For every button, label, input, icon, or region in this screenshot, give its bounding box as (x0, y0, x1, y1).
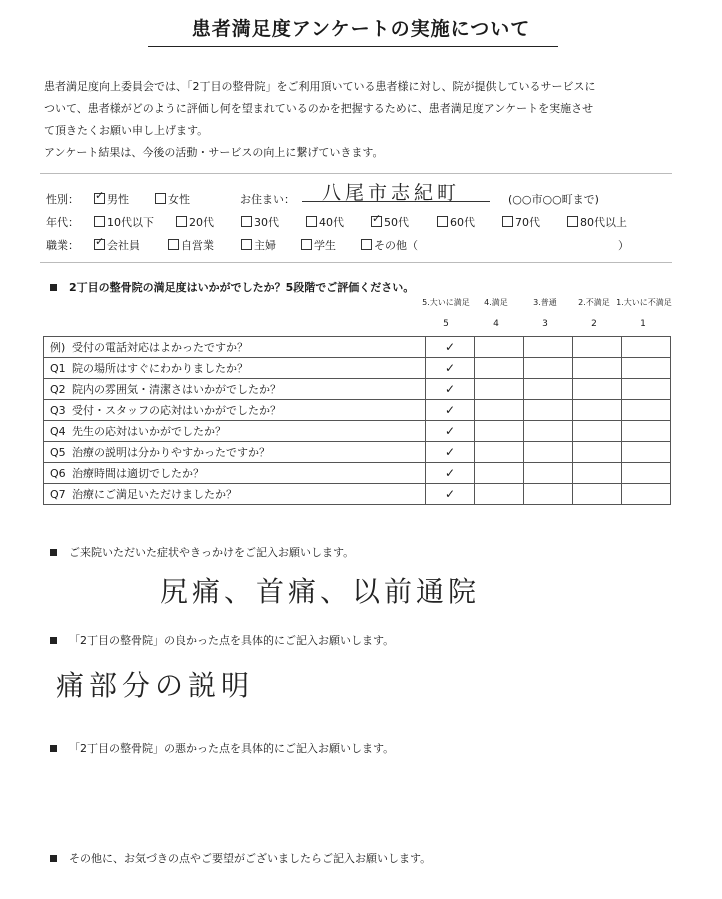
table-row (44, 379, 671, 400)
rating-cell-4[interactable] (475, 463, 524, 484)
age-option-40s[interactable]: 40代 (306, 214, 344, 230)
job-label: 職業： (46, 239, 79, 252)
checkbox-female[interactable] (155, 193, 166, 204)
symptoms-heading: ご来院いただいた症状やきっかけをご記入お願いします。 (50, 544, 354, 560)
question-text-cell (44, 400, 426, 421)
question-text-cell (44, 379, 426, 400)
rating-cell-4[interactable] (475, 400, 524, 421)
divider (40, 262, 672, 263)
question-text: 受付・スタッフの応対はいかがでしたか？ (72, 404, 281, 417)
rating-cell-4[interactable] (475, 379, 524, 400)
divider (40, 173, 672, 174)
rating-cell-5[interactable] (426, 358, 475, 379)
checkbox-job[interactable] (361, 239, 372, 250)
job-option-other[interactable]: その他（ (361, 237, 418, 253)
symptoms-answer[interactable]: 尻痛、首痛、以前通院 (160, 575, 481, 608)
good-points-heading: 「2丁目の整骨院」の良かった点を具体的にご記入お願いします。 (50, 632, 394, 648)
other-comments-heading: その他に、お気づきの点やご要望がございましたらご記入お願いします。 (50, 850, 431, 866)
rating-cell-1[interactable] (622, 421, 671, 442)
checkbox-age[interactable] (437, 216, 448, 227)
rating-cell-1[interactable] (622, 442, 671, 463)
question-number: Q7 (50, 488, 66, 501)
rating-cell-5[interactable] (426, 379, 475, 400)
bullet-icon (50, 637, 57, 644)
rating-cell-3[interactable] (524, 337, 573, 358)
question-text: 院の場所はすぐにわかりましたか？ (72, 362, 248, 375)
page-title: 患者満足度アンケートの実施について (191, 18, 531, 40)
rating-cell-2[interactable] (573, 379, 622, 400)
job-option-housewife[interactable]: 主婦 (241, 237, 276, 253)
checkbox-age[interactable] (371, 216, 382, 227)
checkbox-job[interactable] (94, 239, 105, 250)
check-mark-icon: ✓ (444, 466, 456, 480)
check-mark-icon: ✓ (444, 445, 456, 459)
question-number: Q6 (50, 467, 66, 480)
checkbox-male[interactable] (94, 193, 105, 204)
rating-cell-5[interactable] (426, 442, 475, 463)
check-mark-icon: ✓ (444, 403, 456, 417)
gender-option-male[interactable]: ✓ 男性 (94, 191, 129, 207)
question-text: 治療にご満足いただけましたか？ (72, 488, 237, 501)
table-row (44, 400, 671, 421)
checkbox-age[interactable] (567, 216, 578, 227)
table-row (44, 358, 671, 379)
table-row (44, 484, 671, 505)
rating-cell-3[interactable] (524, 379, 573, 400)
question-text: 先生の応対はいかがでしたか？ (72, 425, 226, 438)
gender-option-female[interactable]: 女性 (155, 191, 190, 207)
col-header-1: 1 (640, 319, 646, 329)
age-label: 年代： (46, 216, 79, 229)
table-row (44, 337, 671, 358)
age-option-10s[interactable]: 10代以下 (94, 214, 154, 230)
col-header-4: 4 (493, 319, 499, 329)
checkbox-age[interactable] (94, 216, 105, 227)
rating-cell-3[interactable] (524, 442, 573, 463)
rating-cell-5[interactable] (426, 400, 475, 421)
rating-cell-4[interactable] (475, 442, 524, 463)
intro-line-4: アンケート結果は、今後の活動・サービスの向上に繋げていきます。 (44, 146, 384, 159)
col-header-3: 3 (542, 319, 548, 329)
address-label: お住まい： (240, 193, 295, 206)
question-text: 治療時間は適切でしたか？ (72, 467, 204, 480)
job-option-student[interactable]: 学生 (301, 237, 336, 253)
checkbox-age[interactable] (241, 216, 252, 227)
table-row (44, 442, 671, 463)
question-number: Q1 (50, 362, 66, 375)
rating-cell-1[interactable] (622, 400, 671, 421)
job-option-self-employed[interactable]: 自営業 (168, 237, 214, 253)
question-text-cell (44, 358, 426, 379)
question-number: Q4 (50, 425, 66, 438)
bullet-icon (50, 284, 57, 291)
good-points-answer[interactable]: 痛部分の説明 (56, 669, 255, 702)
rating-cell-4[interactable] (475, 421, 524, 442)
bad-points-heading: 「2丁目の整骨院」の悪かった点を具体的にご記入お願いします。 (50, 740, 394, 756)
age-option-30s[interactable]: 30代 (241, 214, 279, 230)
bullet-icon (50, 855, 57, 862)
bullet-icon (50, 745, 57, 752)
scale-label-2: 2.不満足 (578, 298, 610, 307)
scale-label-1: 1.大いに不満足 (616, 298, 672, 307)
rating-cell-4[interactable] (475, 337, 524, 358)
check-mark-icon: ✓ (444, 424, 456, 438)
age-option-60s[interactable]: 60代 (437, 214, 475, 230)
rating-cell-5[interactable] (426, 484, 475, 505)
rating-cell-2[interactable] (573, 442, 622, 463)
rating-cell-1[interactable] (622, 337, 671, 358)
rating-cell-3[interactable] (524, 400, 573, 421)
rating-cell-3[interactable] (524, 421, 573, 442)
scale-label-4: 4.満足 (484, 298, 508, 307)
rating-cell-2[interactable] (573, 463, 622, 484)
rating-cell-1[interactable] (622, 463, 671, 484)
scale-label-5: 5.大いに満足 (422, 298, 470, 307)
job-other-close: ） (618, 239, 629, 252)
rating-cell-5[interactable] (426, 337, 475, 358)
intro-line-2: ついて、患者様がどのように評価し何を望まれているのかを把握するために、患者満足度アンケートを実施させ (44, 102, 594, 115)
question-number: 例) (50, 341, 66, 354)
rating-cell-3[interactable] (524, 463, 573, 484)
rating-cell-2[interactable] (573, 421, 622, 442)
check-mark-icon: ✓ (444, 487, 456, 501)
checkbox-job[interactable] (168, 239, 179, 250)
checkbox-job[interactable] (241, 239, 252, 250)
age-option-70s[interactable]: 70代 (502, 214, 540, 230)
address-hint: (○○市○○町まで) (508, 193, 599, 206)
rating-cell-2[interactable] (573, 400, 622, 421)
question-number: Q2 (50, 383, 66, 396)
gender-label: 性別： (46, 193, 79, 206)
table-row (44, 421, 671, 442)
rating-heading: 2丁目の整骨院の満足度はいかがでしたか？5段階でご評価ください。 (50, 279, 414, 295)
question-text-cell (44, 484, 426, 505)
rating-cell-3[interactable] (524, 358, 573, 379)
check-mark-icon: ✓ (444, 361, 456, 375)
rating-cell-2[interactable] (573, 358, 622, 379)
rating-cell-2[interactable] (573, 484, 622, 505)
rating-cell-1[interactable] (622, 358, 671, 379)
checkbox-age[interactable] (176, 216, 187, 227)
question-text: 治療の説明は分かりやすかったですか？ (72, 446, 270, 459)
question-number: Q5 (50, 446, 66, 459)
rating-cell-4[interactable] (475, 484, 524, 505)
col-header-2: 2 (591, 319, 597, 329)
question-text-cell (44, 442, 426, 463)
checkbox-age[interactable] (306, 216, 317, 227)
table-row (44, 463, 671, 484)
question-text-cell (44, 463, 426, 484)
rating-cell-5[interactable] (426, 463, 475, 484)
age-option-20s[interactable]: 20代 (176, 214, 214, 230)
col-header-5: 5 (443, 319, 449, 329)
rating-cell-1[interactable] (622, 484, 671, 505)
rating-cell-3[interactable] (524, 484, 573, 505)
checkbox-age[interactable] (502, 216, 513, 227)
check-mark-icon: ✓ (444, 340, 456, 354)
title-underline (148, 46, 558, 47)
scale-label-3: 3.普通 (533, 298, 557, 307)
job-option-employee[interactable]: ✓ 会社員 (94, 237, 140, 253)
address-field[interactable]: 八尾市志紀町 (302, 178, 490, 202)
age-option-50s[interactable]: ✓ 50代 (371, 214, 409, 230)
checkbox-job[interactable] (301, 239, 312, 250)
question-text-cell (44, 421, 426, 442)
age-option-80s[interactable]: 80代以上 (567, 214, 627, 230)
rating-table (43, 336, 671, 505)
question-text: 院内の雰囲気・清潔さはいかがでしたか？ (72, 383, 281, 396)
rating-cell-1[interactable] (622, 379, 671, 400)
intro-text (44, 76, 684, 164)
question-text: 受付の電話対応はよかったですか？ (72, 341, 248, 354)
check-mark-icon: ✓ (444, 382, 456, 396)
rating-cell-2[interactable] (573, 337, 622, 358)
bullet-icon (50, 549, 57, 556)
intro-line-1: 患者満足度向上委員会では、「2丁目の整骨院」をご利用頂いている患者様に対し、院が提供しているサービスに (44, 80, 596, 93)
rating-cell-4[interactable] (475, 358, 524, 379)
rating-cell-5[interactable] (426, 421, 475, 442)
intro-line-3: て頂きたくお願い申し上げます。 (44, 124, 209, 137)
question-number: Q3 (50, 404, 66, 417)
question-text-cell (44, 337, 426, 358)
